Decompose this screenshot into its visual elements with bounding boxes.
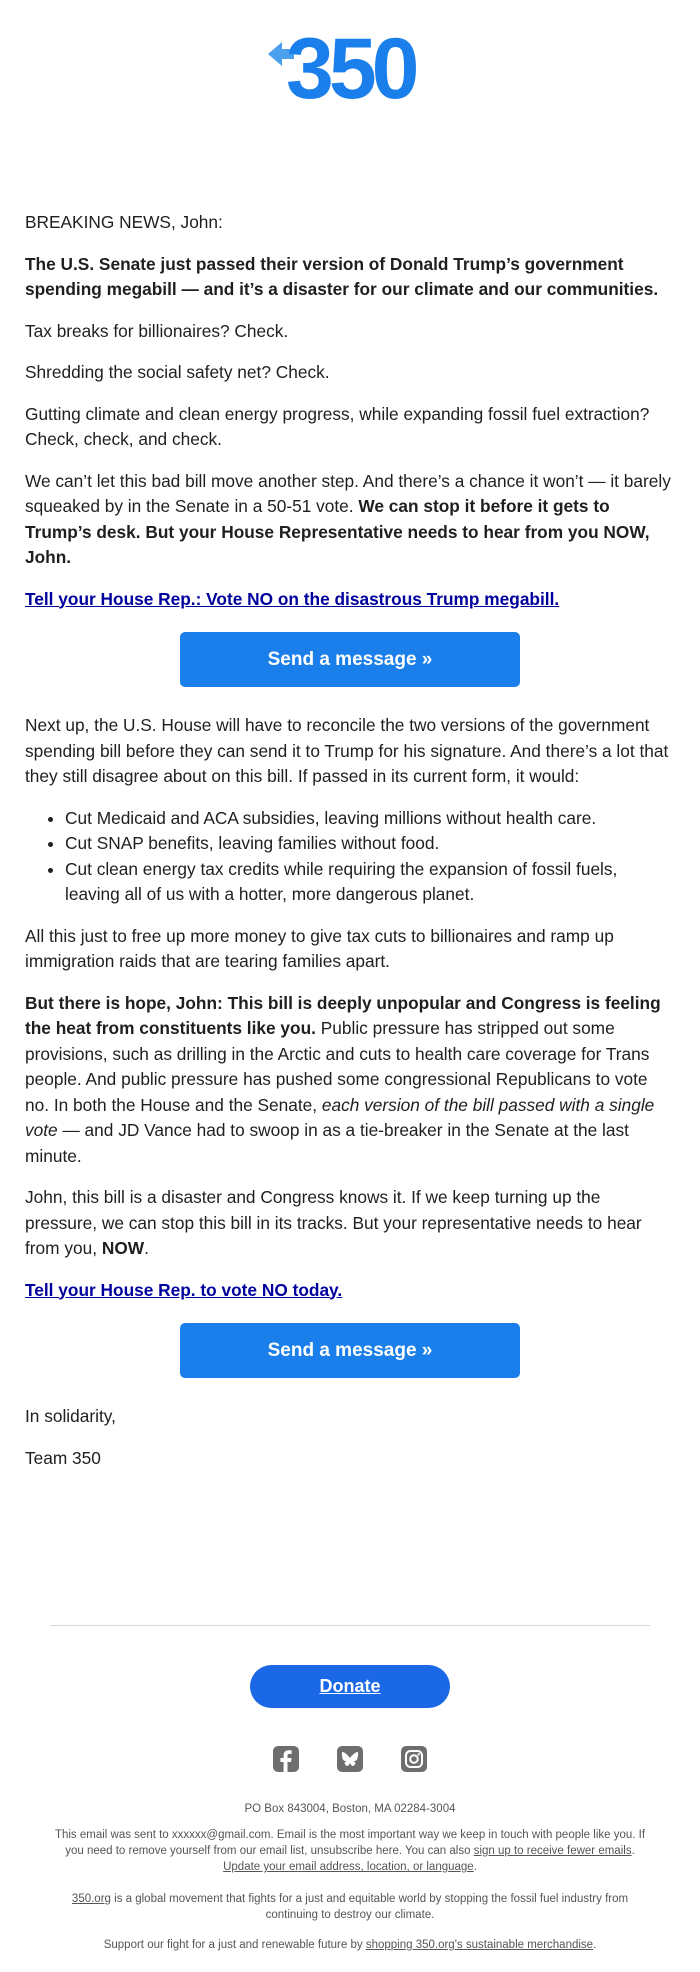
- paragraph: But there is hope, John: This bill is deeply unpopular and Congress is feeling the heat from constituents like you. Public pressure has stripped out some provisions, such as drilling in the Arctic and cuts to health care coverage for Trans people. And public pressure has pushed some congressional Republicans to vote no. In both the House and the Senate, each version of the bill passed with a single vote — and JD Vance had to swoop in as a tie-breaker in the Senate at the last minute.: [25, 992, 661, 1166]
- list-item: • Cut clean energy tax credits while requiring the expansion of fossil fuels, leaving all of us with a hotter, more dangerous planet.: [65, 857, 675, 908]
- email-body: [25, 210, 675, 1487]
- list-item: • Cut SNAP benefits, leaving families without food.: [65, 831, 675, 857]
- 350-org-link[interactable]: 350.org: [71, 1893, 111, 1905]
- support-text: Support our fight for a just and renewable future by shopping 350.org's sustainable merchandise.: [103, 1939, 597, 1951]
- paragraph: Tax breaks for billionaires? Check.: [25, 320, 289, 341]
- lead-paragraph: The U.S. Senate just passed their version of Donald Trump’s government spending megabill — and it’s a disaster for our climate and our communities.: [25, 253, 659, 299]
- donate-button[interactable]: Donate: [250, 1665, 450, 1708]
- impact-list: [25, 806, 675, 908]
- bluesky-icon[interactable]: [336, 1745, 364, 1773]
- signature: Team 350: [25, 1447, 101, 1468]
- logo-text: 350: [286, 30, 415, 106]
- update-email-link[interactable]: Update your email address, location, or language: [223, 1861, 474, 1873]
- paragraph: John, this bill is a disaster and Congress knows it. If we keep turning up the pressure, we can stop this bill in its tracks. But your representative needs to hear from you, NOW.: [25, 1187, 642, 1258]
- facebook-icon[interactable]: [272, 1745, 300, 1773]
- paragraph: Gutting climate and clean energy progress, while expanding fossil fuel extraction? Check, check, and check.: [25, 403, 650, 449]
- email-notice: This email was sent to xxxxxx@gmail.com. Email is the most important way we keep in touch with people like you. If you need to remove yourself from our email list, unsubscribe here. You can also sign up to receive fewer emails. Update your email address, location, or language.: [54, 1829, 646, 1873]
- tell-rep-link[interactable]: Tell your House Rep. to vote NO today.: [25, 1279, 343, 1300]
- paragraph: Next up, the U.S. House will have to reconcile the two versions of the government spending bill before they can send it to Trump for his signature. And there’s a lot that they still disagree about on this bill. If passed in its current form, it would:: [25, 715, 669, 786]
- tell-rep-link[interactable]: Tell your House Rep.: Vote NO on the disastrous Trump megabill.: [25, 588, 560, 609]
- instagram-icon[interactable]: [400, 1745, 428, 1773]
- fewer-emails-link[interactable]: sign up to receive fewer emails: [473, 1845, 632, 1857]
- paragraph: [25, 1278, 675, 1304]
- paragraph: [25, 587, 675, 613]
- divider: [50, 1625, 650, 1626]
- 350-logo[interactable]: [268, 30, 434, 106]
- merchandise-link[interactable]: shopping 350.org's sustainable merchandise: [365, 1939, 594, 1951]
- paragraph: Shredding the social safety net? Check.: [25, 362, 330, 382]
- paragraph: We can’t let this bad bill move another step. And there’s a chance it won’t — it barely squeaked by in the Senate in a 50-51 vote. We can stop it before it gets to Trump’s desk. But your House Representative needs to hear from you NOW, John.: [25, 470, 671, 567]
- list-item: • Cut Medicaid and ACA subsidies, leaving millions without health care.: [65, 806, 675, 832]
- paragraph: All this just to free up more money to give tax cuts to billionaires and ramp up immigration raids that are tearing families apart.: [25, 925, 614, 971]
- about-text: 350.org is a global movement that fights for a just and equitable world by stopping the fossil fuel industry from continuing to destroy our climate.: [71, 1893, 629, 1921]
- mailing-address: PO Box 843004, Boston, MA 02284-3004: [244, 1803, 456, 1815]
- send-message-button[interactable]: Send a message »: [180, 1323, 520, 1378]
- send-message-button[interactable]: Send a message »: [180, 632, 520, 687]
- social-links: [0, 1745, 700, 1775]
- greeting: BREAKING NEWS, John:: [25, 212, 223, 232]
- signoff: In solidarity,: [25, 1406, 116, 1426]
